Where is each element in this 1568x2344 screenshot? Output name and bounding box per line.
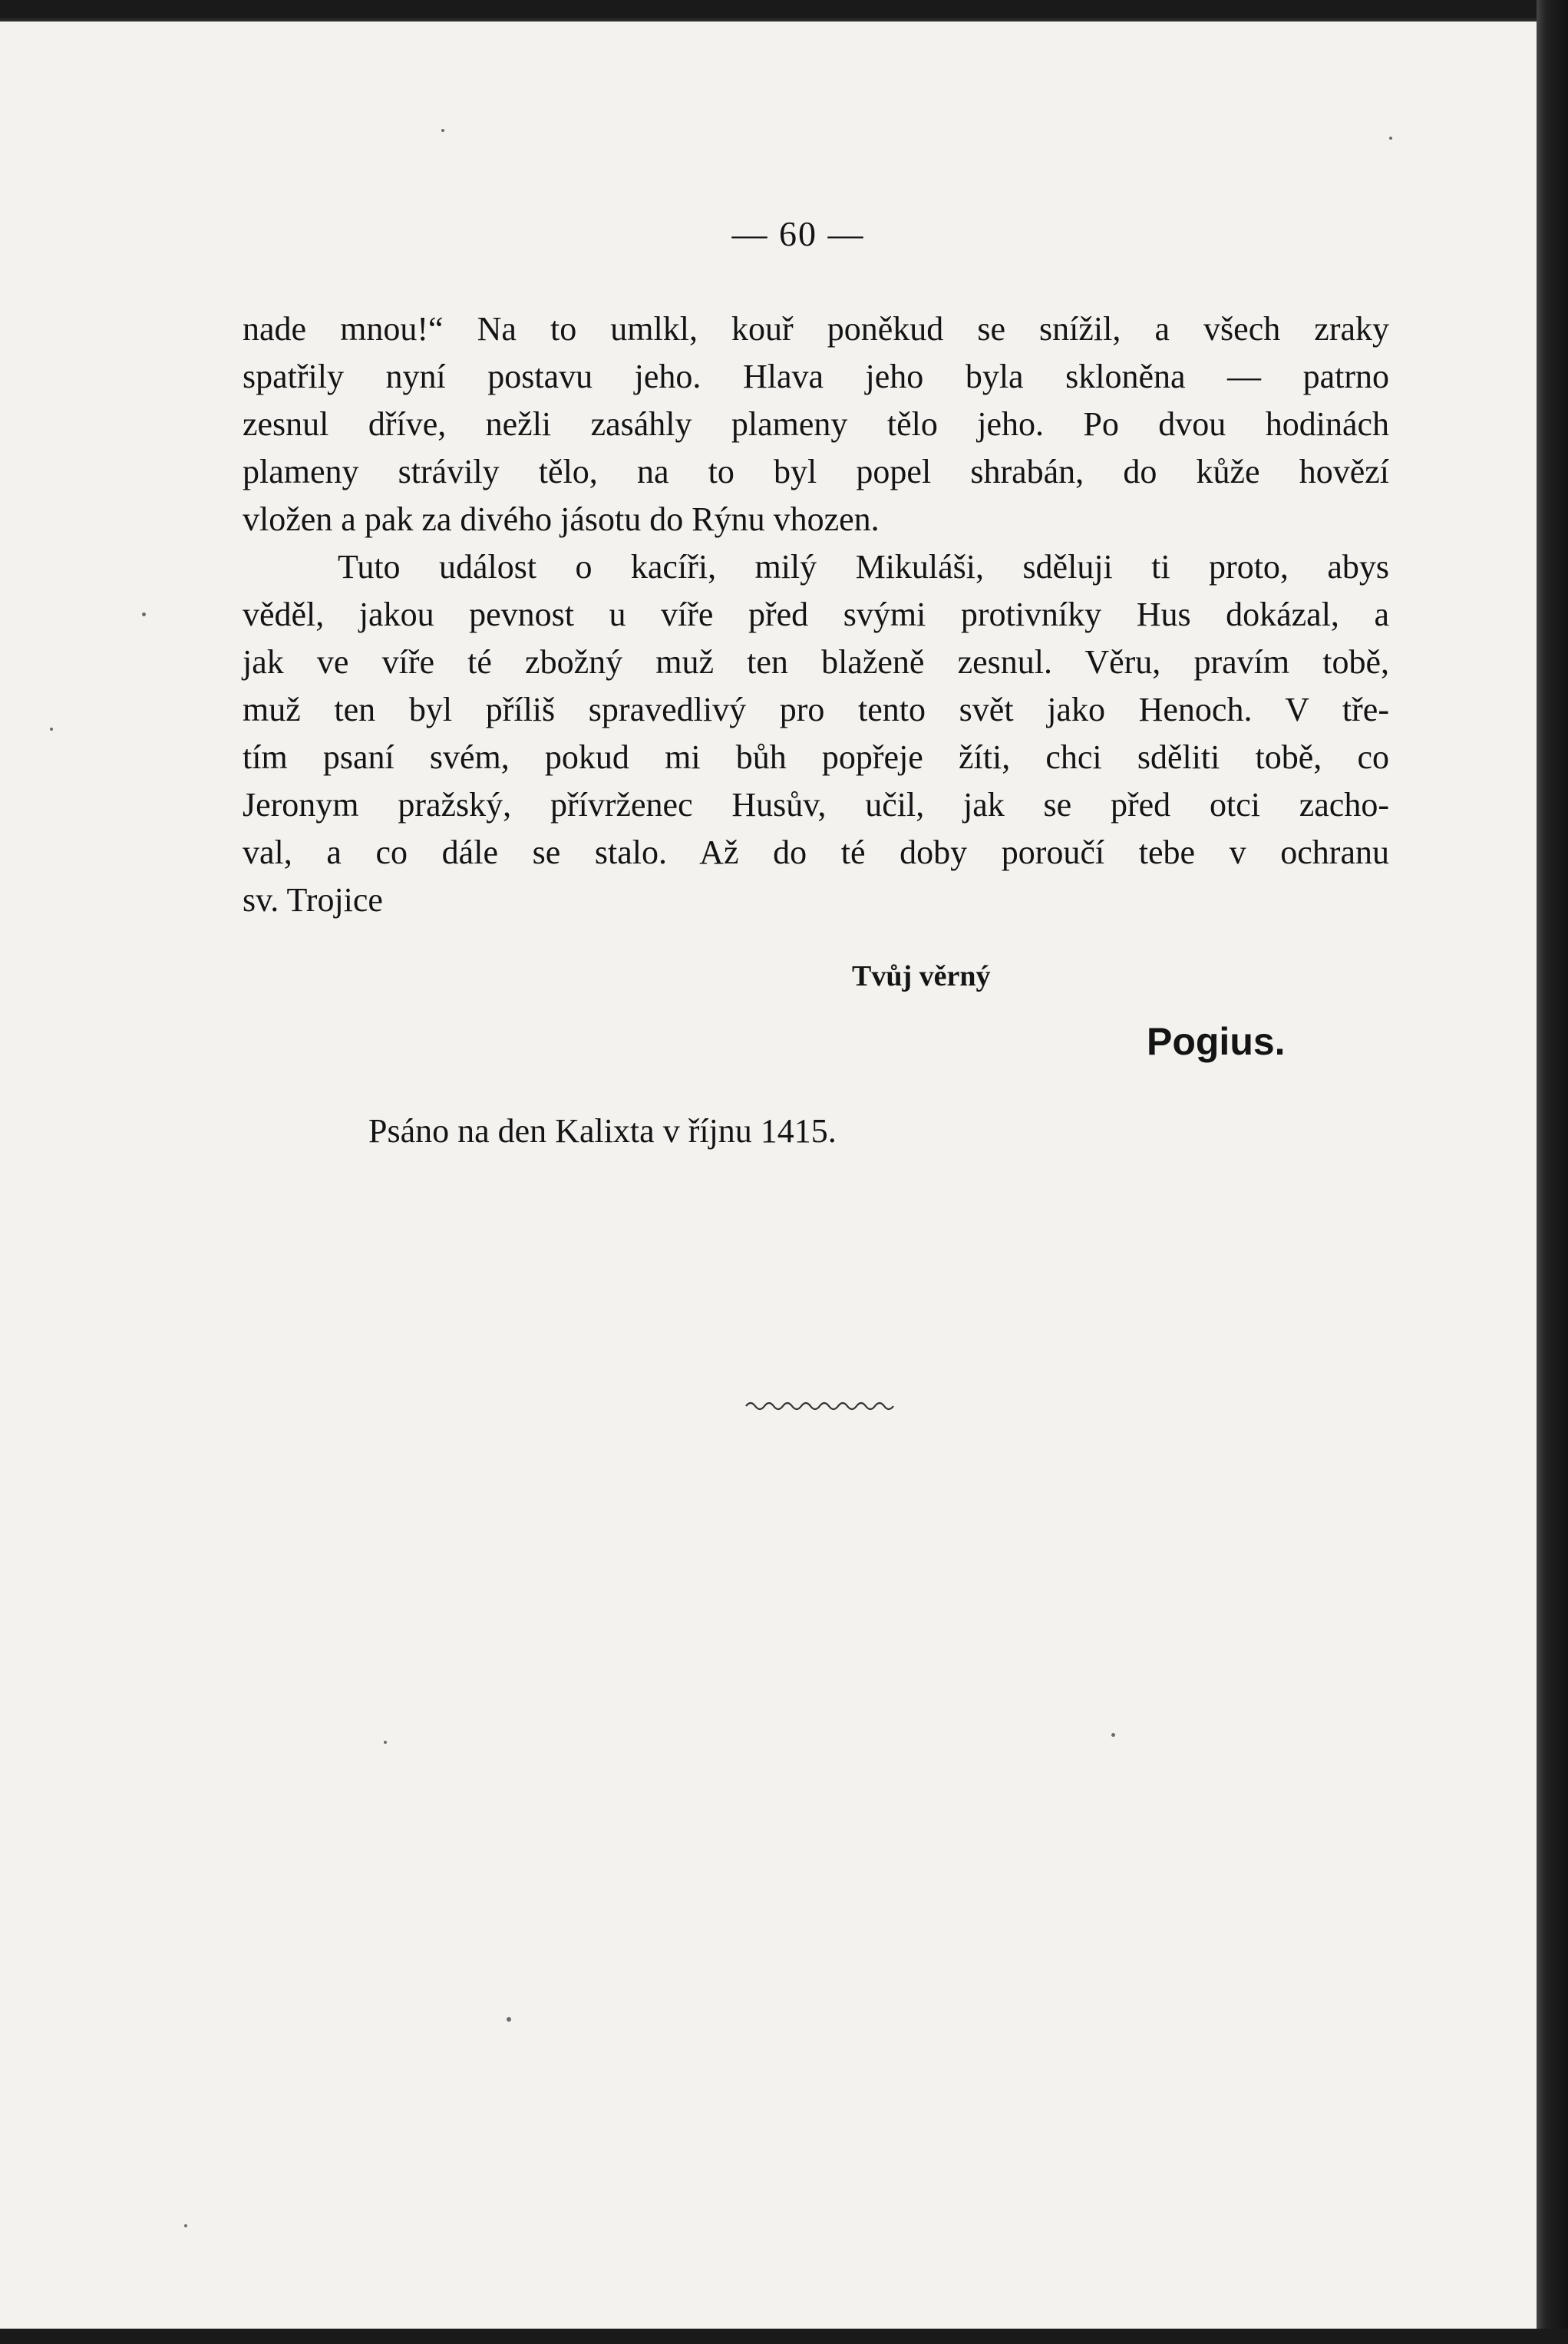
scan-bottom-edge — [0, 2329, 1568, 2344]
paper-speck — [507, 2017, 511, 2022]
text-line: muž ten byl příliš spravedlivý pro tento svět jako Henoch. V tře- — [243, 691, 1389, 728]
paper-speck — [384, 1741, 387, 1744]
paper-speck — [441, 129, 444, 132]
text-line: jak ve víře té zbožný muž ten blaženě zesnul. Věru, pravím tobě, — [243, 643, 1389, 681]
paper-speck — [50, 728, 53, 731]
dateline: Psáno na den Kalixta v říjnu 1415. — [368, 1112, 837, 1150]
book-page — [0, 18, 1537, 2329]
paper-speck — [1111, 1733, 1115, 1737]
text-line: sv. Trojice — [243, 881, 383, 919]
paper-speck — [1389, 137, 1392, 140]
text-line: zesnul dříve, nežli zasáhly plameny tělo jeho. Po dvou hodinách — [243, 405, 1389, 443]
text-line: plameny strávily tělo, na to byl popel shrabán, do kůže hovězí — [243, 453, 1389, 490]
text-line: Tuto událost o kacíři, milý Mikuláši, sděluji ti proto, abys — [338, 548, 1389, 586]
letter-body — [243, 305, 1389, 924]
text-line: spatřily nyní postavu jeho. Hlava jeho byla skloněna — patrno — [243, 358, 1389, 395]
wavy-ornament-icon — [744, 1398, 896, 1414]
text-line: vložen a pak za divého jásotu do Rýnu vhozen. — [243, 500, 880, 538]
text-line: nade mnou!“ Na to umlkl, kouř poněkud se snížil, a všech zraky — [243, 310, 1389, 348]
text-line: tím psaní svém, pokud mi bůh popřeje žíti, chci sděliti tobě, co — [243, 738, 1389, 776]
page-number: — 60 — — [731, 214, 865, 253]
closing-salutation: Tvůj věrný — [852, 960, 991, 992]
text-line: věděl, jakou pevnost u víře před svými protivníky Hus dokázal, a — [243, 596, 1389, 633]
text-line: val, a co dále se stalo. Až do té doby poroučí tebe v ochranu — [243, 834, 1389, 871]
text-line: Jeronym pražský, přívrženec Husův, učil, jak se před otci zacho- — [243, 786, 1389, 824]
paper-speck — [184, 2224, 187, 2227]
signature: Pogius. — [1147, 1020, 1286, 1063]
scan-right-edge — [1537, 0, 1568, 2344]
paper-speck — [142, 612, 146, 616]
